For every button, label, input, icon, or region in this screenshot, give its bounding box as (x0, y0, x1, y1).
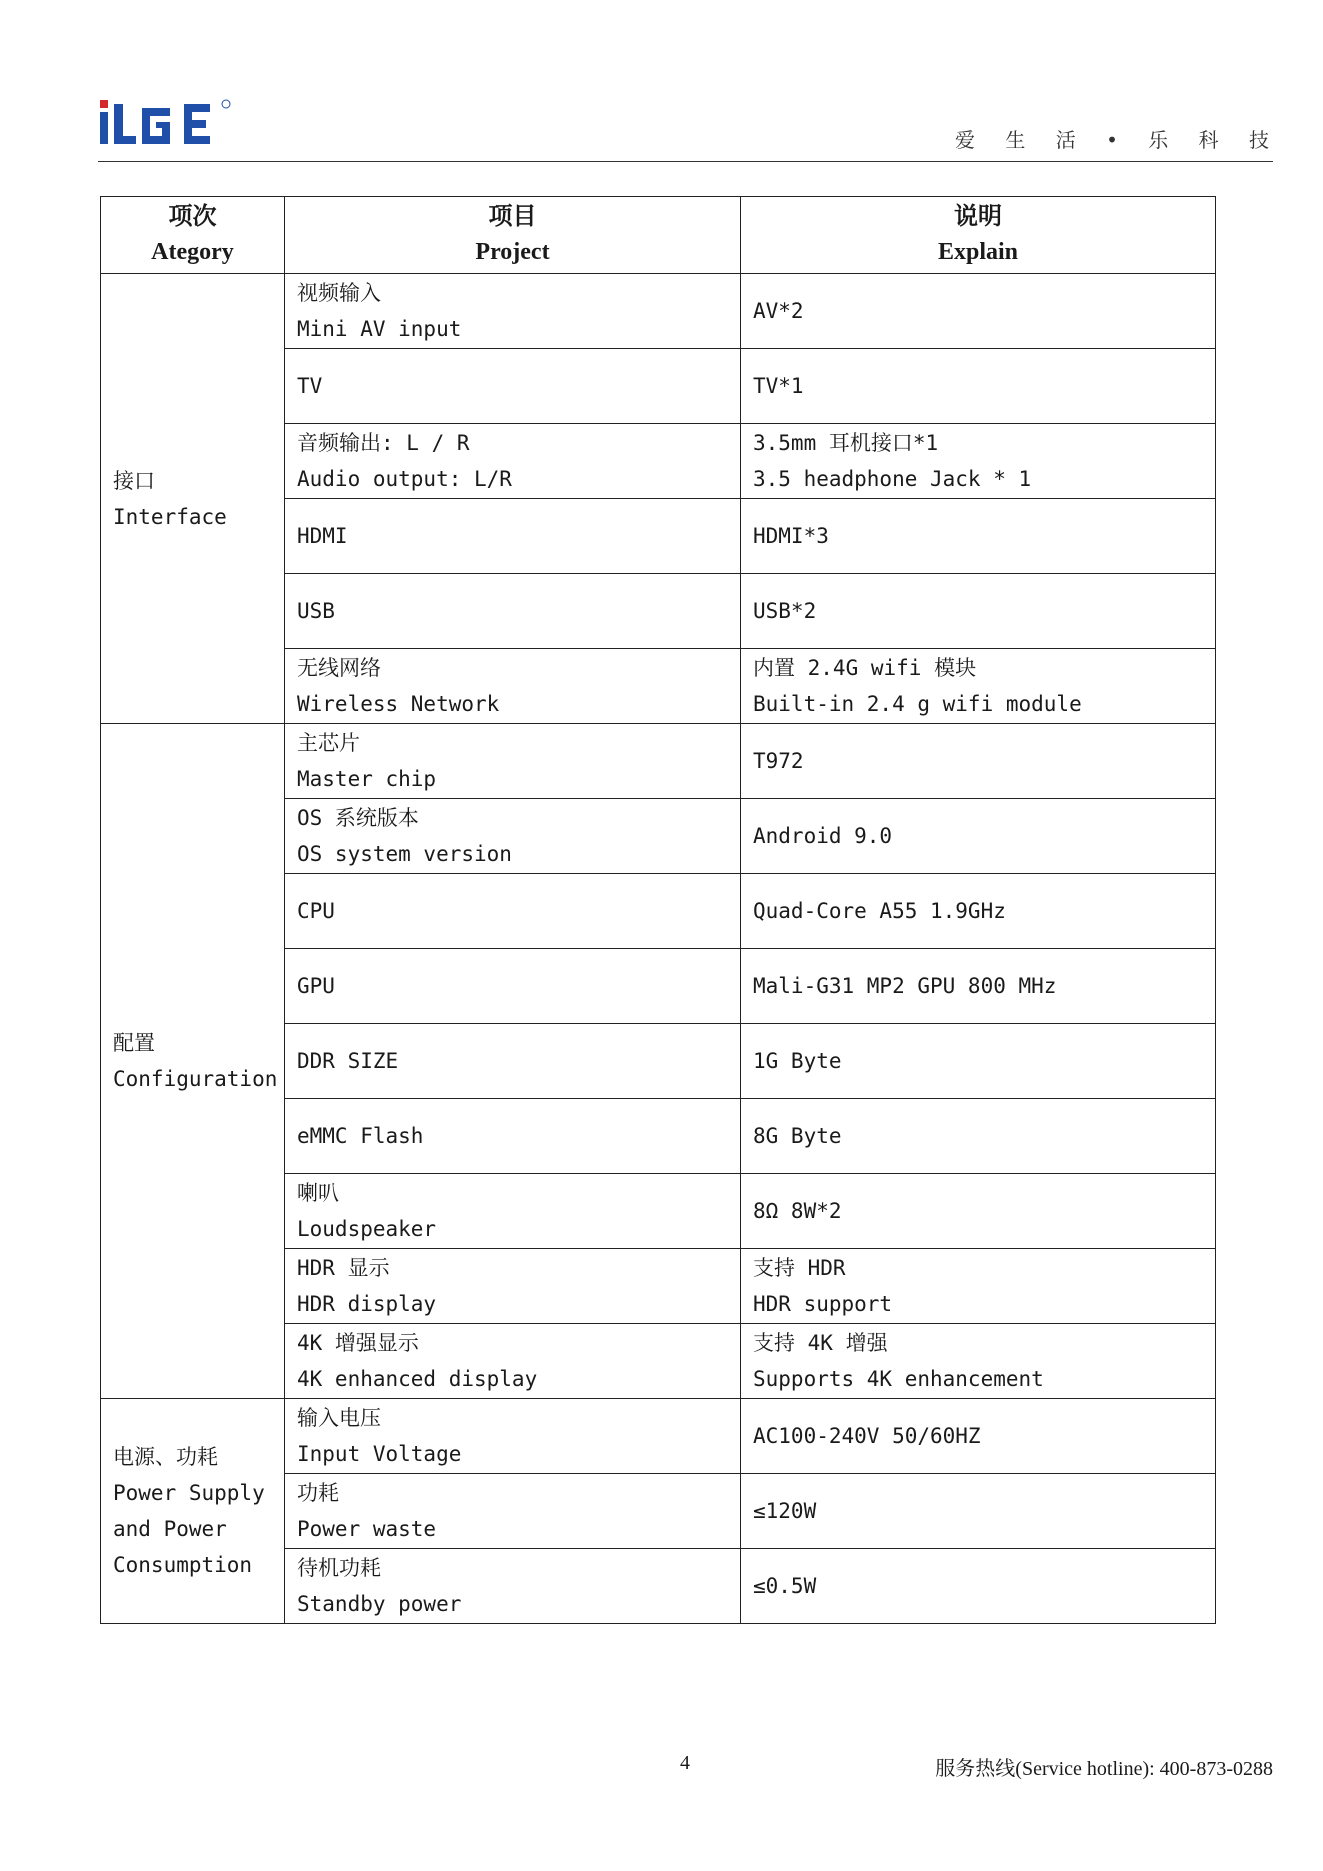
header-explain: 说明 Explain (741, 197, 1216, 274)
explain-cell: 8G Byte (741, 1099, 1216, 1174)
category-interface: 接口 Interface (101, 274, 285, 724)
category-configuration: 配置 Configuration (101, 724, 285, 1399)
project-cell: 输入电压 Input Voltage (285, 1399, 741, 1474)
table-row (101, 724, 1216, 799)
explain-cell: T972 (741, 724, 1216, 799)
explain-cell: 3.5mm 耳机接口*1 3.5 headphone Jack * 1 (741, 424, 1216, 499)
project-cell: 待机功耗 Standby power (285, 1549, 741, 1624)
project-cell: HDMI (285, 499, 741, 574)
project-cell: TV (285, 349, 741, 424)
project-cell: HDR 显示 HDR display (285, 1249, 741, 1324)
explain-cell: Mali-G31 MP2 GPU 800 MHz (741, 949, 1216, 1024)
explain-cell: HDMI*3 (741, 499, 1216, 574)
spec-table (100, 196, 1216, 1624)
project-cell: 无线网络 Wireless Network (285, 649, 741, 724)
project-cell: 功耗 Power waste (285, 1474, 741, 1549)
project-cell: CPU (285, 874, 741, 949)
explain-cell: 支持 HDR HDR support (741, 1249, 1216, 1324)
project-cell: 4K 增强显示 4K enhanced display (285, 1324, 741, 1399)
header-divider (98, 161, 1273, 162)
explain-cell: Android 9.0 (741, 799, 1216, 874)
project-cell: 主芯片 Master chip (285, 724, 741, 799)
project-cell: USB (285, 574, 741, 649)
explain-cell: 内置 2.4G wifi 模块 Built-in 2.4 g wifi module (741, 649, 1216, 724)
project-cell: 视频输入 Mini AV input (285, 274, 741, 349)
project-cell: 喇叭 Loudspeaker (285, 1174, 741, 1249)
project-cell: DDR SIZE (285, 1024, 741, 1099)
explain-cell: 支持 4K 增强 Supports 4K enhancement (741, 1324, 1216, 1399)
explain-cell: AV*2 (741, 274, 1216, 349)
explain-cell: ≤120W (741, 1474, 1216, 1549)
header-category: 项次 Ategory (101, 197, 285, 274)
project-cell: 音频输出: L / R Audio output: L/R (285, 424, 741, 499)
header-project: 项目 Project (285, 197, 741, 274)
explain-cell: 8Ω 8W*2 (741, 1174, 1216, 1249)
explain-cell: Quad-Core A55 1.9GHz (741, 874, 1216, 949)
explain-cell: ≤0.5W (741, 1549, 1216, 1624)
company-slogan: 爱 生 活 • 乐 科 技 (955, 128, 1281, 152)
table-row (101, 1399, 1216, 1474)
page-number: 4 (680, 1752, 690, 1774)
project-cell: OS 系统版本 OS system version (285, 799, 741, 874)
company-logo (98, 96, 238, 152)
explain-cell: TV*1 (741, 349, 1216, 424)
explain-cell: USB*2 (741, 574, 1216, 649)
explain-cell: AC100-240V 50/60HZ (741, 1399, 1216, 1474)
table-header-row (101, 197, 1216, 274)
explain-cell: 1G Byte (741, 1024, 1216, 1099)
service-hotline: 服务热线(Service hotline): 400-873-0288 (935, 1758, 1273, 1780)
table-row (101, 274, 1216, 349)
project-cell: eMMC Flash (285, 1099, 741, 1174)
project-cell: GPU (285, 949, 741, 1024)
category-power: 电源、功耗 Power Supply and Power Consumption (101, 1399, 285, 1624)
